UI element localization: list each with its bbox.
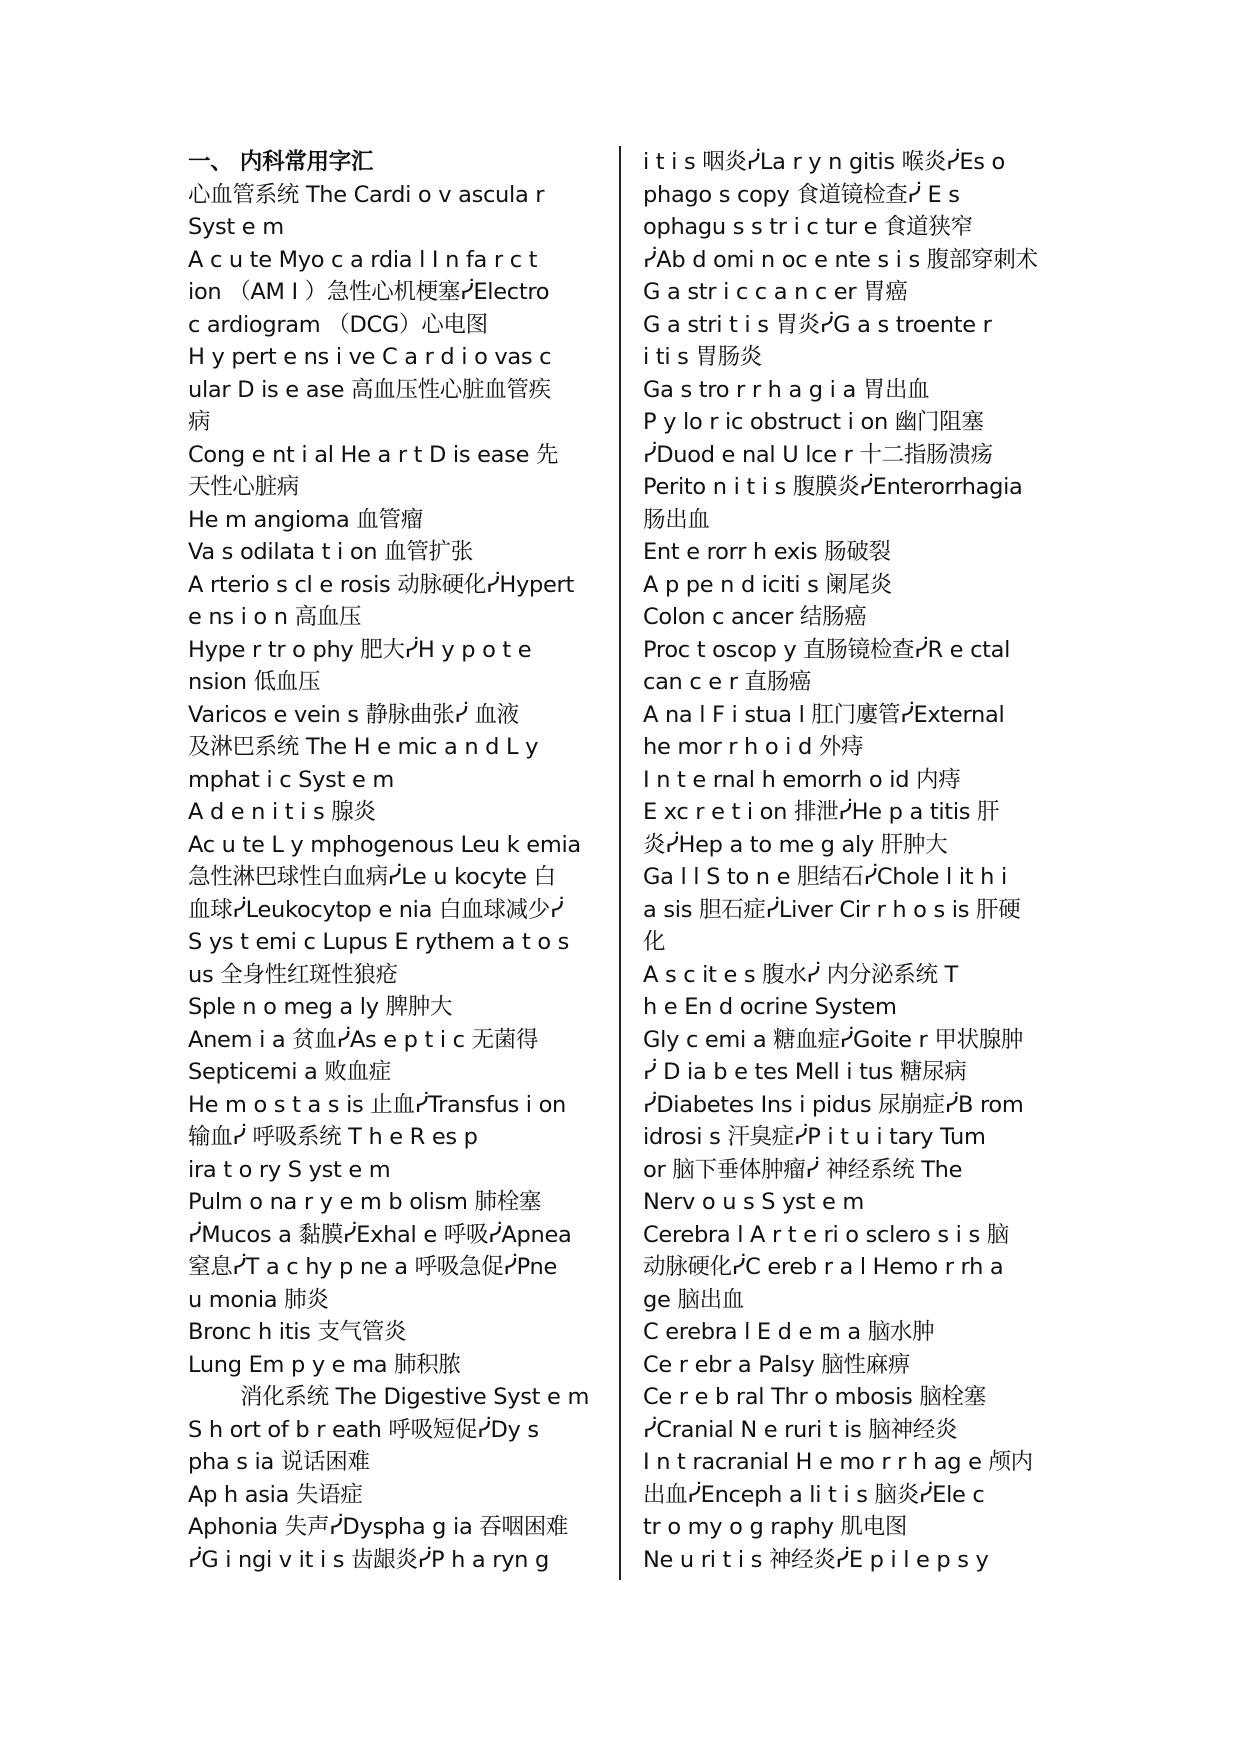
text-line: i t i s 咽炎ᓰLa r y n gitis 喉炎ᓰEs o xyxy=(643,149,1005,175)
text-line: i ti s 胃肠炎 xyxy=(643,344,763,370)
text-line: Ce r ebr a Palsy 脑性麻痹 xyxy=(643,1351,911,1378)
text-line: 血球ᓰLeukocytop e nia 白血球减少ᓰ xyxy=(188,896,564,923)
text-line: ion （AM I ）急性心机梗塞ᓰElectro xyxy=(188,279,550,305)
text-line: 心血管系统 The Cardi o v ascula r xyxy=(188,181,545,208)
text-line: us 全身性红斑性狼疮 xyxy=(188,961,398,988)
text-line: nsion 低血压 xyxy=(188,669,321,695)
text-line: Septicemi a 败血症 xyxy=(188,1059,391,1085)
text-line: S ys t emi c Lupus E rythem a t o s xyxy=(188,929,570,955)
text-line: Colon c ancer 结肠癌 xyxy=(643,604,867,630)
left-column xyxy=(188,146,608,1576)
text-line: H y pert e ns i ve C a r d i o vas c xyxy=(188,344,552,370)
right-column xyxy=(643,146,1063,1576)
text-line: 输血ᓰ 呼吸系统 T h e R es p xyxy=(188,1124,478,1150)
section-heading: 一、 内科常用字汇 xyxy=(188,149,374,175)
text-line: ᓰAb d omi n oc e nte s i s 腹部穿刺术 xyxy=(643,246,1038,273)
text-line: Sple n o meg a ly 脾肿大 xyxy=(188,994,453,1020)
text-line: He m angioma 血管瘤 xyxy=(188,506,423,533)
text-line: 窒息ᓰT a c hy p ne a 呼吸急促ᓰPne xyxy=(188,1254,558,1280)
text-line: c ardiogram （DCG）心电图 xyxy=(188,311,488,338)
text-line: 急性淋巴球性白血病ᓰLe u kocyte 白 xyxy=(188,864,556,890)
text-line: 消化系统 The Digestive Syst e m xyxy=(240,1384,590,1410)
text-line: 肠出血 xyxy=(643,506,710,533)
text-line: ᓰG i ngi v it i s 齿龈炎ᓰP h a ryn g xyxy=(188,1546,549,1573)
text-line: I n t racranial H e mo r r h ag e 颅内 xyxy=(643,1449,1033,1475)
text-line: Ap h asia 失语症 xyxy=(188,1481,363,1508)
text-line: E xc r e t i on 排泄ᓰHe p a titis 肝 xyxy=(643,799,1000,825)
text-line: A p pe n d iciti s 阑尾炎 xyxy=(643,571,892,598)
text-line: he mor r h o i d 外痔 xyxy=(643,734,864,760)
text-line: e ns i o n 高血压 xyxy=(188,604,362,630)
text-line: ᓰDuod e nal U lce r 十二指肠溃疡 xyxy=(643,441,993,468)
text-line: ular D is e ase 高血压性心脏血管疾 xyxy=(188,376,551,403)
text-line: ᓰMucos a 黏膜ᓰExhal e 呼吸ᓰApnea xyxy=(188,1221,572,1248)
text-line: 动脉硬化ᓰC ereb r a l Hemo r rh a xyxy=(643,1254,1004,1280)
text-line: Cerebra l A r t e ri o sclero s i s 脑 xyxy=(643,1221,1009,1248)
text-line: Gly c emi a 糖血症ᓰGoite r 甲状腺肿 xyxy=(643,1026,1024,1053)
text-line: Ac u te L y mphogenous Leu k emia xyxy=(188,831,581,858)
text-line: or 脑下垂体肿瘤ᓰ 神经系统 The xyxy=(643,1156,963,1183)
text-line: A c u te Myo c a rdia l I n fa r c t xyxy=(188,246,538,273)
text-line: Bronc h itis 支气管炎 xyxy=(188,1319,407,1345)
text-line: ophagu s s tr i c tur e 食道狭窄 xyxy=(643,214,973,240)
text-line: I n t e rnal h emorrh o id 内痔 xyxy=(643,766,961,793)
text-line: Va s odilata t i on 血管扩张 xyxy=(188,539,473,565)
column-divider xyxy=(619,146,621,1580)
text-line: Anem i a 贫血ᓰAs e p t i c 无菌得 xyxy=(188,1026,539,1053)
text-line: u monia 肺炎 xyxy=(188,1286,329,1313)
text-line: Proc t oscop y 直肠镜检查ᓰR e ctal xyxy=(643,636,1011,663)
text-line: S h ort of b r eath 呼吸短促ᓰDy s xyxy=(188,1416,539,1443)
text-line: Aphonia 失声ᓰDyspha g ia 吞咽困难 xyxy=(188,1514,569,1540)
text-line: He m o s t a s is 止血ᓰTransfus i on xyxy=(188,1091,567,1118)
text-line: Cong e nt i al He a r t D is ease 先 xyxy=(188,441,559,468)
text-line: Ent e rorr h exis 肠破裂 xyxy=(643,539,891,565)
text-line: Lung Em p y e ma 肺积脓 xyxy=(188,1351,461,1378)
text-line: G a stri t i s 胃炎ᓰG a s troente r xyxy=(643,311,992,338)
text-line: ge 脑出血 xyxy=(643,1286,744,1313)
text-line: A d e n i t i s 腺炎 xyxy=(188,799,376,825)
text-line: 化 xyxy=(643,929,666,955)
text-line: 天性心脏病 xyxy=(188,474,300,500)
text-line: A rterio s cl e rosis 动脉硬化ᓰHypert xyxy=(188,571,574,598)
text-line: pha s ia 说话困难 xyxy=(188,1449,370,1475)
text-line: Ce r e b ral Thr o mbosis 脑栓塞 xyxy=(643,1384,986,1410)
text-line: phago s copy 食道镜检查ᓰ E s xyxy=(643,181,960,208)
text-line: mphat i c Syst e m xyxy=(188,766,394,793)
text-line: C erebra l E d e m a 脑水肿 xyxy=(643,1319,935,1345)
text-line: a sis 胆石症ᓰLiver Cir r h o s is 肝硬 xyxy=(643,896,1021,923)
text-line: Hype r tr o phy 肥大ᓰH y p o t e xyxy=(188,636,532,663)
text-line: ᓰCranial N e ruri t is 脑神经炎 xyxy=(643,1416,958,1443)
text-line: ᓰDiabetes Ins i pidus 尿崩症ᓰB rom xyxy=(643,1091,1024,1118)
text-line: 炎ᓰHep a to me g aly 肝肿大 xyxy=(643,831,948,858)
text-line: 病 xyxy=(188,409,211,435)
text-line: A na l F i stua l 肛门廔管ᓰExternal xyxy=(643,701,1005,728)
text-line: idrosi s 汗臭症ᓰP i t u i tary Tum xyxy=(643,1124,986,1150)
text-line: 及淋巴系统 The H e mic a n d L y xyxy=(188,734,539,760)
text-line: ira t o ry S yst e m xyxy=(188,1156,391,1183)
text-line: 出血ᓰEnceph a li t i s 脑炎ᓰEle c xyxy=(643,1481,985,1508)
text-line: Nerv o u s S yst e m xyxy=(643,1189,864,1215)
text-line: Varicos e vein s 静脉曲张ᓰ 血液 xyxy=(188,701,519,728)
text-line: Ga s tro r r h a g i a 胃出血 xyxy=(643,376,930,403)
text-line: G a str i c c a n c er 胃癌 xyxy=(643,279,908,305)
text-line: Pulm o na r y e m b olism 肺栓塞 xyxy=(188,1189,542,1215)
text-line: Ga l l S to n e 胆结石ᓰChole l it h i xyxy=(643,864,1007,890)
text-line: h e En d ocrine System xyxy=(643,994,897,1020)
text-line: Perito n i t i s 腹膜炎ᓰEnterorrhagia xyxy=(643,474,1023,500)
text-line: Syst e m xyxy=(188,214,284,240)
text-line: A s c it e s 腹水ᓰ 内分泌系统 T xyxy=(643,961,958,988)
text-line: tr o my o g raphy 肌电图 xyxy=(643,1514,908,1540)
text-line: P y lo r ic obstruct i on 幽门阻塞 xyxy=(643,409,984,435)
text-line: Ne u ri t i s 神经炎ᓰE p i l e p s y xyxy=(643,1546,989,1573)
text-line: can c e r 直肠癌 xyxy=(643,669,812,695)
text-line: ᓰ D ia b e tes Mell i tus 糖尿病 xyxy=(643,1059,967,1085)
